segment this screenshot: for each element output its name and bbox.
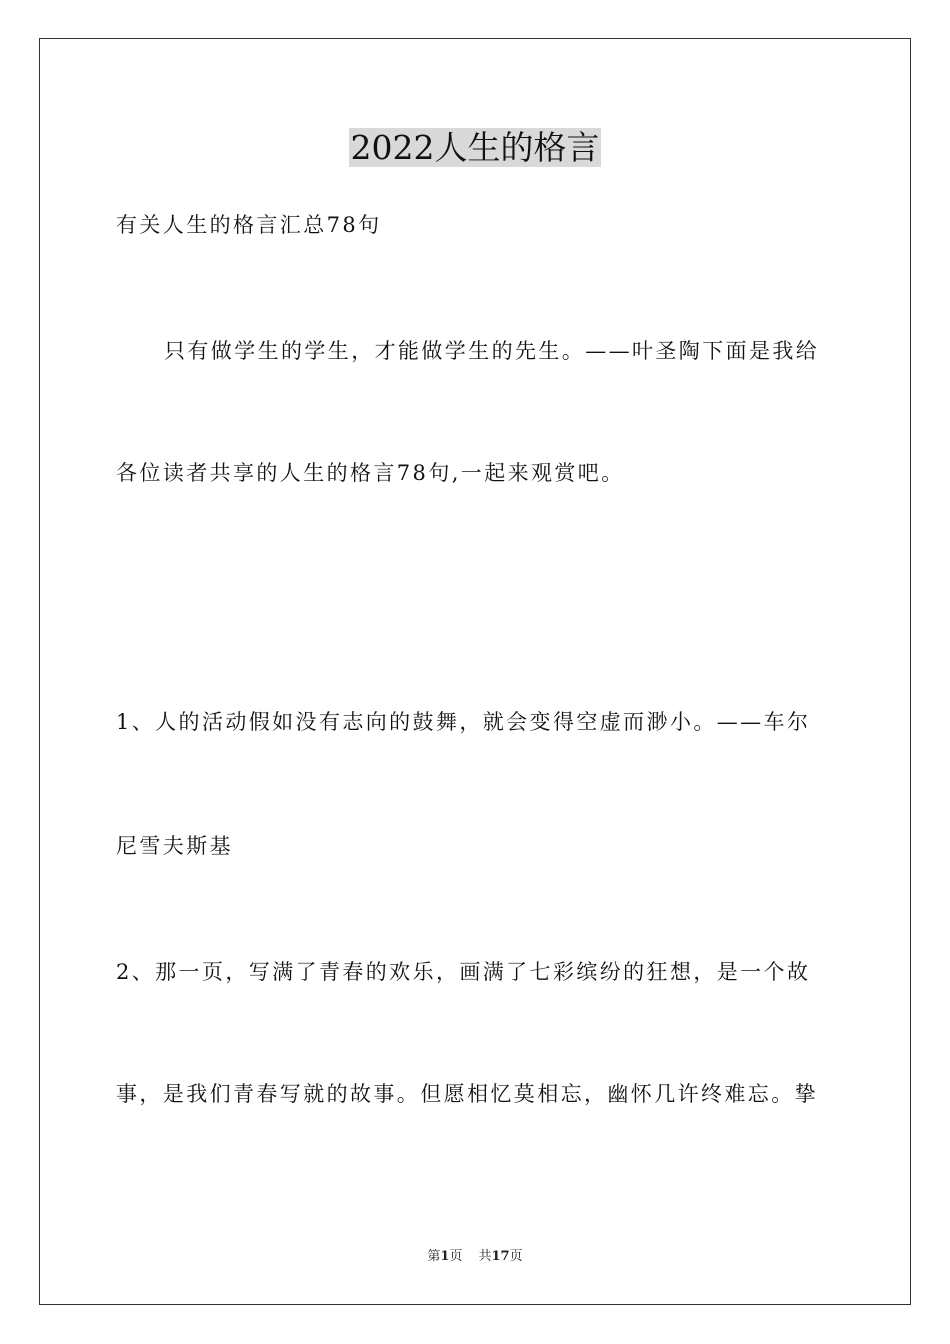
paragraph-line-5: 2、那一页，写满了青春的欢乐，画满了七彩缤纷的狂想，是一个故 xyxy=(116,960,811,984)
page-footer xyxy=(0,1248,950,1266)
footer-page-number: 1 xyxy=(440,1249,450,1264)
paragraph-line-6: 事，是我们青春写就的故事。但愿相忆莫相忘，幽怀几许终难忘。挚 xyxy=(116,1082,818,1106)
footer-page-prefix: 第 xyxy=(427,1249,441,1264)
document-title-text: 2022人生的格言 xyxy=(350,128,600,167)
paragraph-line-2: 各位读者共享的人生的格言78句,一起来观赏吧。 xyxy=(116,461,625,485)
document-title xyxy=(0,128,950,168)
footer-total-prefix: 共 xyxy=(478,1249,492,1264)
footer-total-number: 17 xyxy=(491,1249,510,1264)
paragraph-line-3: 1、人的活动假如没有志向的鼓舞，就会变得空虚而渺小。——车尔 xyxy=(116,710,811,734)
document-subtitle: 有关人生的格言汇总78句 xyxy=(116,213,382,237)
paragraph-line-1: 只有做学生的学生，才能做学生的先生。——叶圣陶下面是我给 xyxy=(164,339,820,363)
footer-total-suffix: 页 xyxy=(509,1249,523,1264)
footer-page-suffix: 页 xyxy=(449,1249,463,1264)
paragraph-line-4: 尼雪夫斯基 xyxy=(116,834,233,858)
